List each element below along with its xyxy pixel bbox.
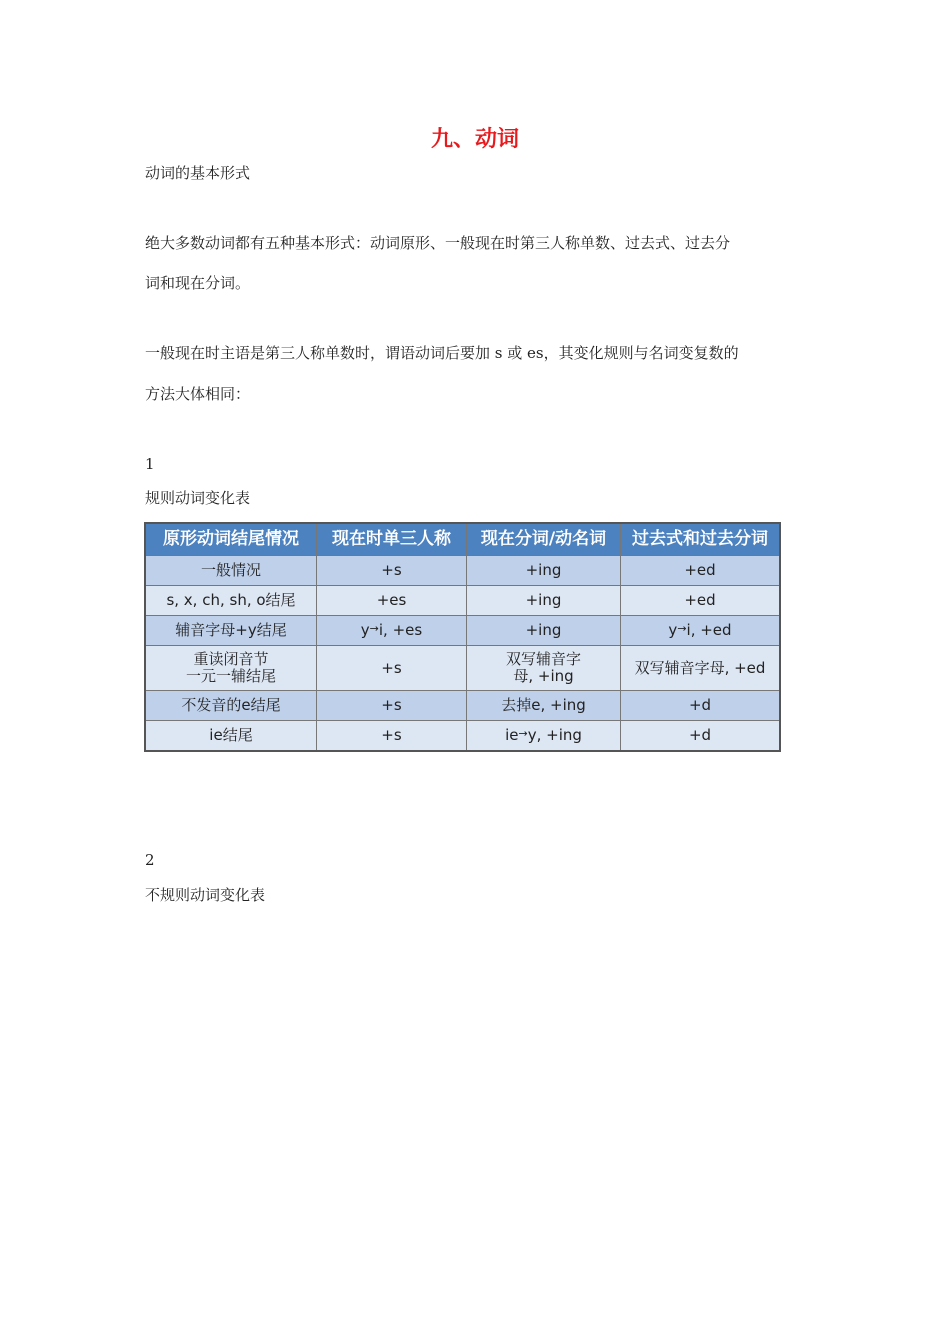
table-header-row: [145, 523, 780, 556]
cell-present-participle: +ing: [467, 586, 621, 616]
cell-ending: 不发音的e结尾: [145, 691, 317, 721]
table-row: [145, 556, 780, 586]
cell-past-forms: [621, 616, 781, 646]
cell-third-person: +s: [317, 721, 467, 752]
text-i-ed: i, +ed: [686, 620, 732, 639]
cell-line: 重读闭音节: [193, 650, 269, 668]
text-i-es: i, +es: [378, 620, 423, 639]
cell-past-forms: +ed: [621, 556, 781, 586]
arrow-right-icon: →: [677, 621, 687, 635]
section-title-irregular-verbs: 不规则动词变化表: [145, 886, 266, 904]
header-past-forms: 过去式和过去分词: [621, 523, 781, 556]
cell-third-person: +s: [317, 556, 467, 586]
text-y: y: [668, 620, 678, 639]
cell-past-forms: 双写辅音字母, +ed: [621, 646, 781, 691]
cell-third-person: +s: [317, 691, 467, 721]
header-third-person: 现在时单三人称: [317, 523, 467, 556]
header-present-participle: 现在分词/动名词: [467, 523, 621, 556]
paragraph-2-line-1: 一般现在时主语是第三人称单数时，谓语动词后要加 s 或 es，其变化规则与名词变复数的: [145, 344, 739, 362]
cell-present-participle: [467, 721, 621, 752]
cell-present-participle: +ing: [467, 556, 621, 586]
arrow-right-icon: →: [369, 621, 379, 635]
paragraph-1-line-2: 词和现在分词。: [145, 274, 251, 292]
cell-present-participle: [467, 646, 621, 691]
paragraph-2-line-2: 方法大体相同：: [145, 385, 251, 403]
table-row: [145, 721, 780, 752]
table-row: [145, 616, 780, 646]
cell-line: 母, +ing: [513, 667, 574, 685]
cell-past-forms: +d: [621, 721, 781, 752]
cell-past-forms: +ed: [621, 586, 781, 616]
cell-past-forms: +d: [621, 691, 781, 721]
regular-verb-table: [144, 522, 781, 752]
cell-present-participle: 去掉e, +ing: [467, 691, 621, 721]
cell-ending: [145, 646, 317, 691]
section-number-1: 1: [145, 455, 155, 473]
cell-present-participle: +ing: [467, 616, 621, 646]
cell-ending: ie结尾: [145, 721, 317, 752]
cell-ending: 辅音字母+y结尾: [145, 616, 317, 646]
table-row: [145, 646, 780, 691]
cell-line: 双写辅音字: [505, 650, 581, 668]
cell-third-person: [317, 616, 467, 646]
section-number-2: 2: [145, 851, 155, 869]
table-row: [145, 691, 780, 721]
cell-ending: 一般情况: [145, 556, 317, 586]
text-y-ing: y, +ing: [527, 725, 582, 744]
text-ie: ie: [505, 725, 519, 744]
section-heading-basic-forms: 动词的基本形式: [145, 164, 251, 182]
page-title: 九、动词: [430, 127, 519, 152]
cell-line: 一元一辅结尾: [185, 667, 276, 685]
header-ending: 原形动词结尾情况: [145, 523, 317, 556]
section-title-regular-verbs: 规则动词变化表: [145, 489, 251, 507]
cell-ending: s, x, ch, sh, o结尾: [145, 586, 317, 616]
paragraph-1-line-1: 绝大多数动词都有五种基本形式：动词原形、一般现在时第三人称单数、过去式、过去分: [145, 234, 731, 252]
cell-third-person: +s: [317, 646, 467, 691]
text-y: y: [360, 620, 370, 639]
table-row: [145, 586, 780, 616]
arrow-right-icon: →: [518, 726, 528, 740]
cell-third-person: +es: [317, 586, 467, 616]
